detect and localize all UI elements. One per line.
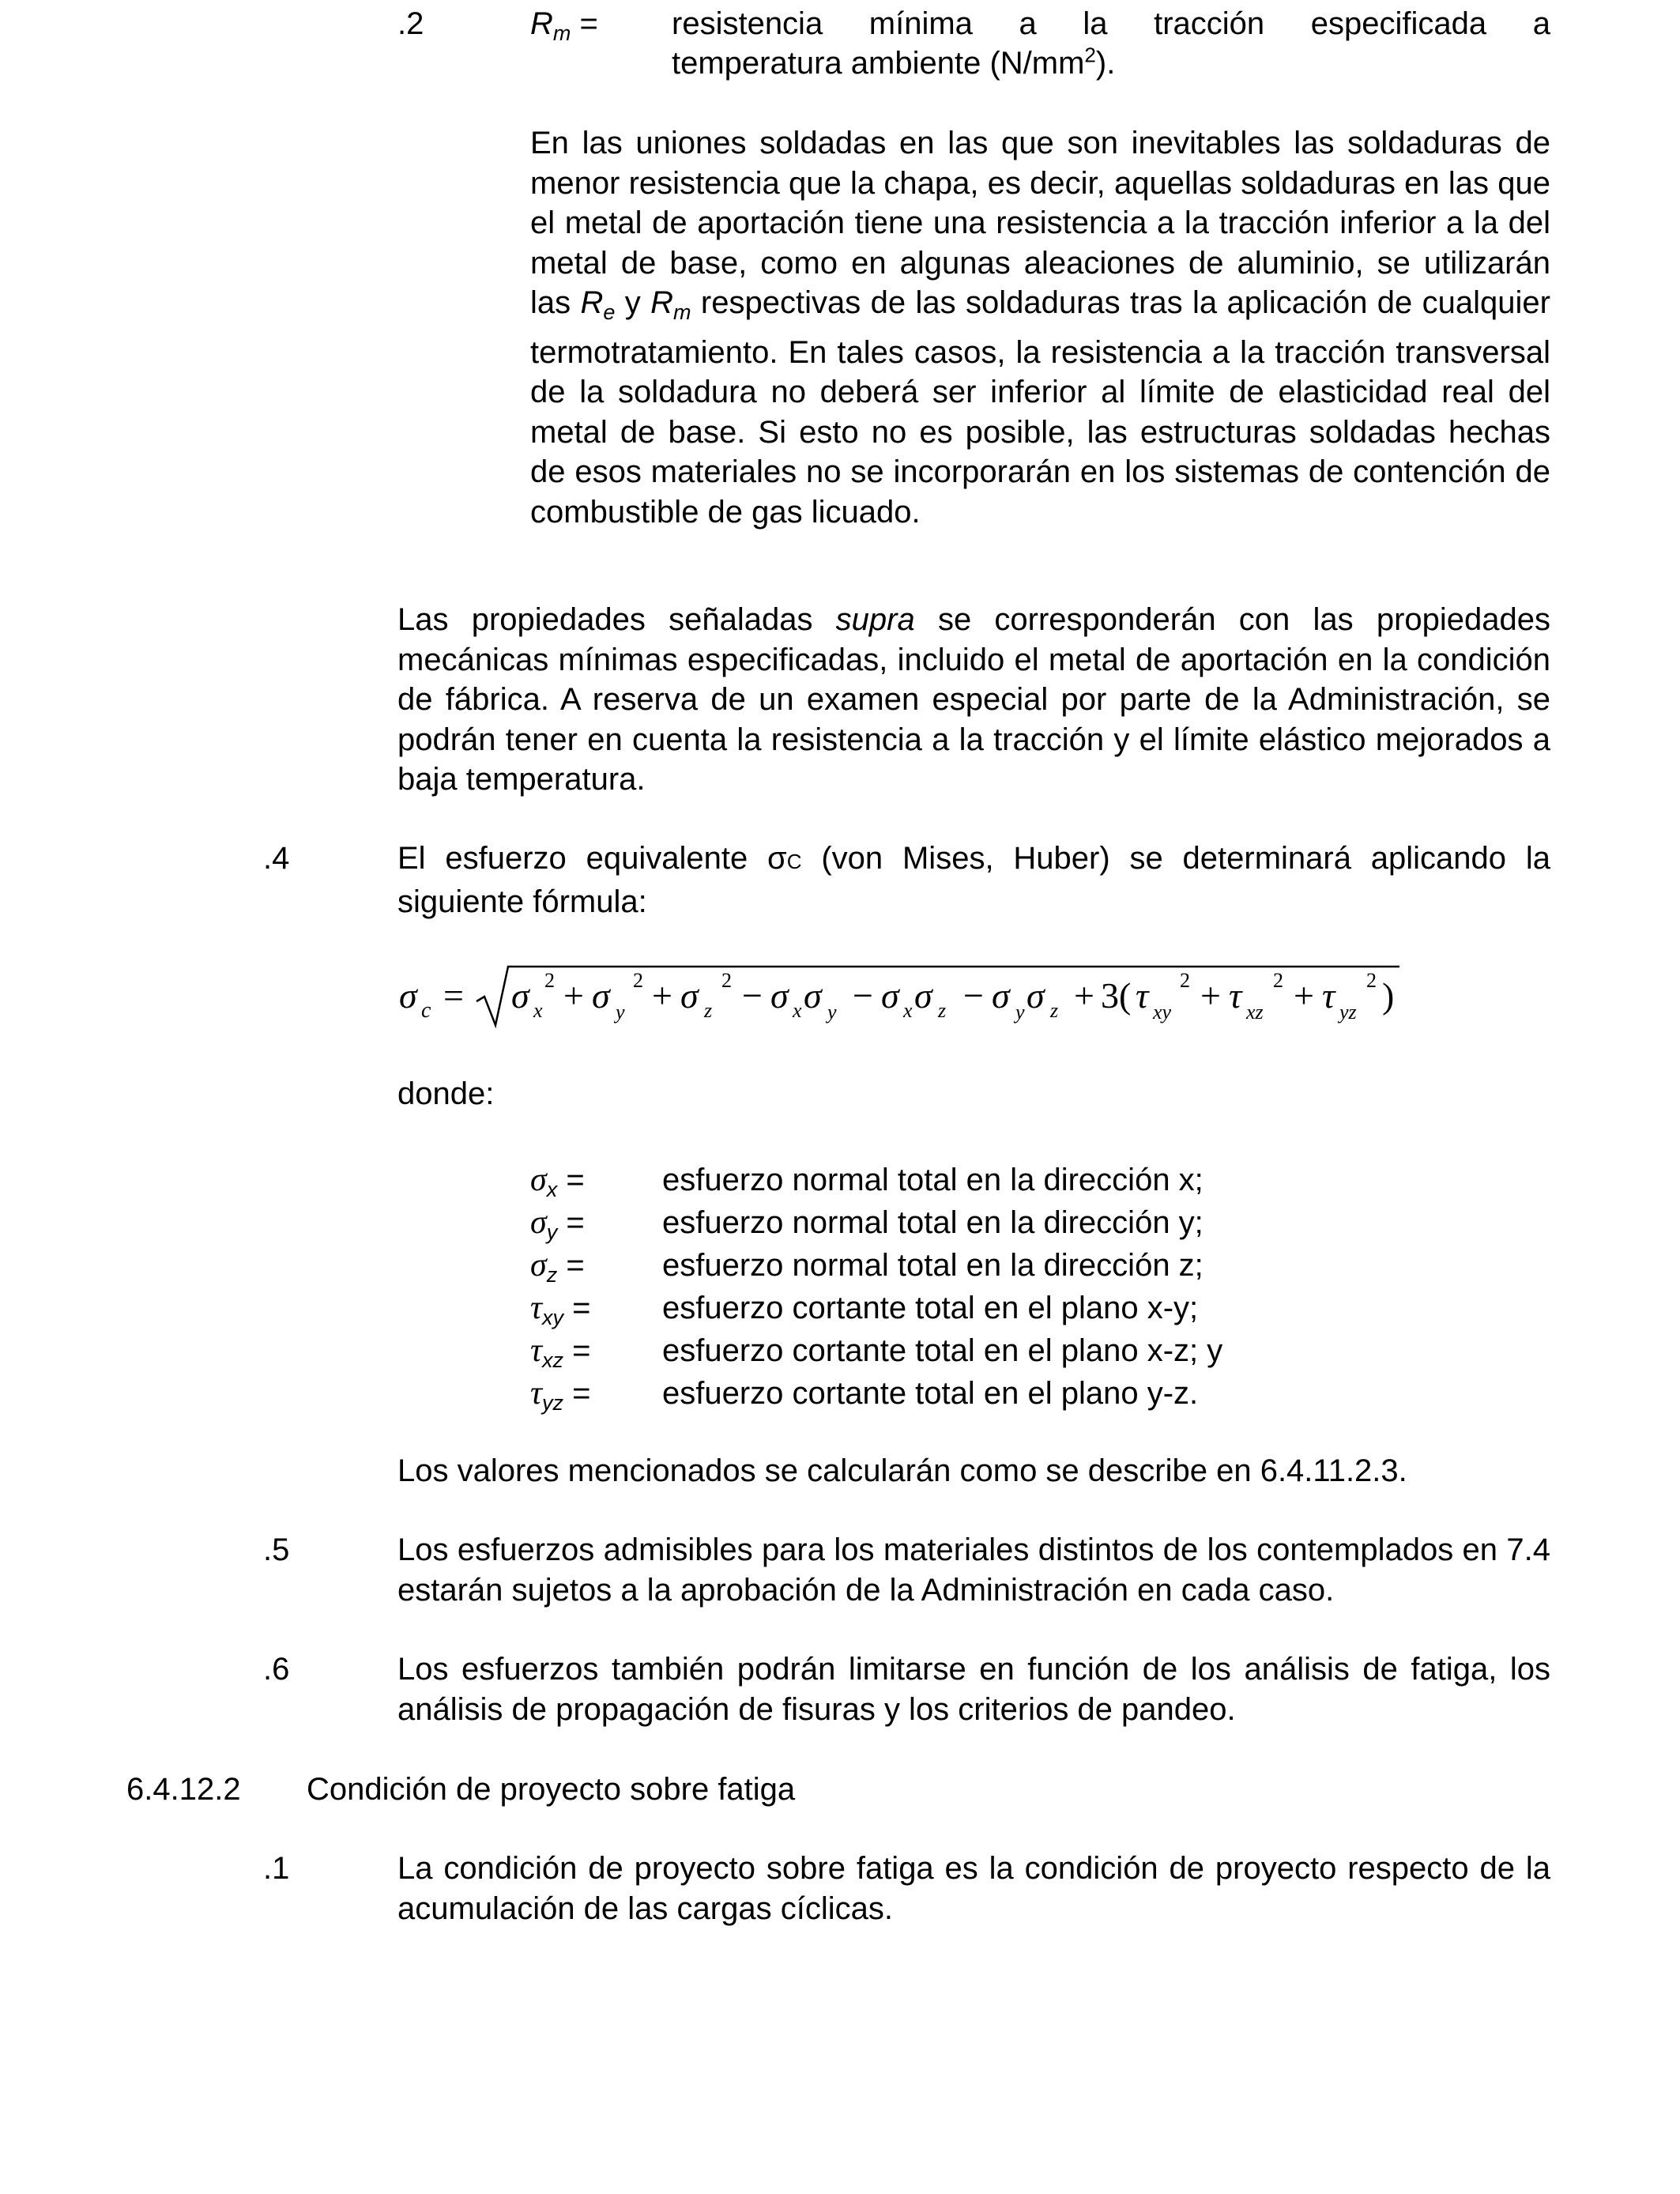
svg-text:−: − xyxy=(853,975,873,1016)
svg-text:σ: σ xyxy=(399,975,417,1016)
definition-symbol: $\sigma_y$ = xyxy=(530,1204,585,1244)
svg-text:σ: σ xyxy=(680,975,699,1016)
item-5-text: Los esfuerzos admisibles para los materiales distintos de los contemplados en 7.4 estarán sujetos a la aprobación de la Administración en cada caso. xyxy=(397,1532,1550,1608)
svg-text:−: − xyxy=(742,975,763,1016)
item-2-symbol: $R_m$ = xyxy=(530,6,598,45)
svg-text:c: c xyxy=(421,998,431,1023)
definition-text: esfuerzo cortante total en el plano y-z. xyxy=(662,1376,1199,1411)
svg-text:=: = xyxy=(443,975,464,1016)
item-1-text: La condición de proyecto sobre fatiga es la condición de proyecto respecto de la acumulación de las cargas cíclicas. xyxy=(397,1851,1550,1926)
svg-text:2: 2 xyxy=(633,969,643,992)
svg-text:2: 2 xyxy=(721,969,732,992)
svg-text:+: + xyxy=(652,975,672,1016)
svg-text:z: z xyxy=(1050,999,1059,1022)
svg-text:σ: σ xyxy=(592,975,610,1016)
svg-text:2: 2 xyxy=(1366,969,1377,992)
svg-text:−: − xyxy=(963,975,984,1016)
definition-text: esfuerzo cortante total en el plano x-z; y xyxy=(662,1333,1223,1368)
svg-text:x: x xyxy=(793,999,802,1022)
svg-text:+: + xyxy=(1074,975,1094,1016)
definition-symbol: $\sigma_z$ = xyxy=(530,1247,585,1287)
values-line: Los valores mencionados se calcularán como se describe en 6.4.11.2.3. xyxy=(397,1453,1407,1488)
svg-text:xy: xy xyxy=(1153,1001,1172,1023)
item-5-number: .5 xyxy=(263,1532,290,1567)
item-6-number: .6 xyxy=(263,1652,290,1687)
definition-symbol: $\tau_{xy}$ = xyxy=(530,1290,591,1329)
svg-text:+: + xyxy=(1200,975,1221,1016)
svg-text:): ) xyxy=(1382,975,1395,1016)
svg-text:σ: σ xyxy=(1026,975,1045,1016)
svg-text:2: 2 xyxy=(1180,969,1190,992)
welds-paragraph: En las uniones soldadas en las que son inevitables las soldaduras de menor resistencia que la chapa, es decir, aquellas soldaduras en las que el metal de aportación tiene una resistencia a la tracción inferior a la del metal de base, como en algunas aleaciones de aluminio, se utilizarán las $R_e$ y $R_m$ respectivas de las soldaduras tras la aplicación de cualquier termotratamiento. En tales casos, la resistencia a la tracción transversal de la soldadura no deberá ser inferior al límite de elasticidad real del metal de base. Si esto no es posible, las estructuras soldadas hechas de esos materiales no se incorporarán en los sistemas de contención de combustible de gas licuado. xyxy=(530,126,1550,530)
svg-text:σ: σ xyxy=(881,975,899,1016)
svg-text:+: + xyxy=(1294,975,1314,1016)
von-mises-formula xyxy=(397,960,1417,1031)
item-6-text: Los esfuerzos también podrán limitarse en función de los análisis de fatiga, los análisis de propagación de fisuras y los criterios de pandeo. xyxy=(397,1652,1550,1727)
svg-text:3(: 3( xyxy=(1101,975,1132,1016)
definition-text: esfuerzo normal total en la dirección y; xyxy=(662,1205,1203,1240)
definition-text: esfuerzo normal total en la dirección z; xyxy=(662,1248,1203,1283)
svg-text:τ: τ xyxy=(1136,975,1149,1016)
svg-text:y: y xyxy=(616,1001,625,1023)
svg-text:y: y xyxy=(827,1001,837,1023)
svg-text:+: + xyxy=(563,975,584,1016)
svg-text:z: z xyxy=(704,999,713,1022)
svg-text:σ: σ xyxy=(511,975,529,1016)
svg-text:x: x xyxy=(533,999,543,1022)
svg-text:xz: xz xyxy=(1246,1001,1264,1023)
item-4-text: El esfuerzo equivalente σC (von Mises, Huber) se determinará aplicando la siguiente fórmula: xyxy=(397,841,1550,919)
definition-text: esfuerzo cortante total en el plano x-y; xyxy=(662,1291,1199,1325)
svg-text:z: z xyxy=(938,999,947,1022)
svg-text:τ: τ xyxy=(1229,975,1242,1016)
definition-text: esfuerzo normal total en la dirección x; xyxy=(662,1163,1203,1197)
svg-text:τ: τ xyxy=(1322,975,1335,1016)
definition-symbol: $\tau_{yz}$ = xyxy=(530,1375,591,1415)
svg-text:y: y xyxy=(1015,1001,1025,1023)
definition-symbol: $\sigma_x$ = xyxy=(530,1162,585,1201)
donde-label: donde: xyxy=(397,1076,495,1111)
svg-text:σ: σ xyxy=(914,975,932,1016)
svg-text:σ: σ xyxy=(992,975,1010,1016)
section-title: Condición de proyecto sobre fatiga xyxy=(307,1772,796,1807)
svg-text:yz: yz xyxy=(1339,1001,1357,1023)
section-number: 6.4.12.2 xyxy=(126,1772,241,1807)
svg-text:2: 2 xyxy=(544,969,555,992)
svg-text:σ: σ xyxy=(770,975,789,1016)
item-2-number: .2 xyxy=(397,6,424,41)
item-4-number: .4 xyxy=(263,841,290,876)
svg-text:2: 2 xyxy=(1273,969,1283,992)
svg-text:x: x xyxy=(903,999,913,1022)
item-2-definition: resistencia mínima a la tracción especificada a temperatura ambiente $(N/mm^2)$. xyxy=(672,6,1550,81)
definition-symbol: $\tau_{xz}$ = xyxy=(530,1333,591,1372)
item-1-number: .1 xyxy=(263,1851,290,1886)
properties-paragraph: Las propiedades señaladas supra se corresponderán con las propiedades mecánicas mínimas especificadas, incluido el metal de aportación en la condición de fábrica. A reserva de un examen especial por parte de la Administración, se podrán tener en cuenta la resistencia a la tracción y el límite elástico mejorados a baja temperatura. xyxy=(397,602,1551,797)
svg-text:σ: σ xyxy=(804,975,822,1016)
